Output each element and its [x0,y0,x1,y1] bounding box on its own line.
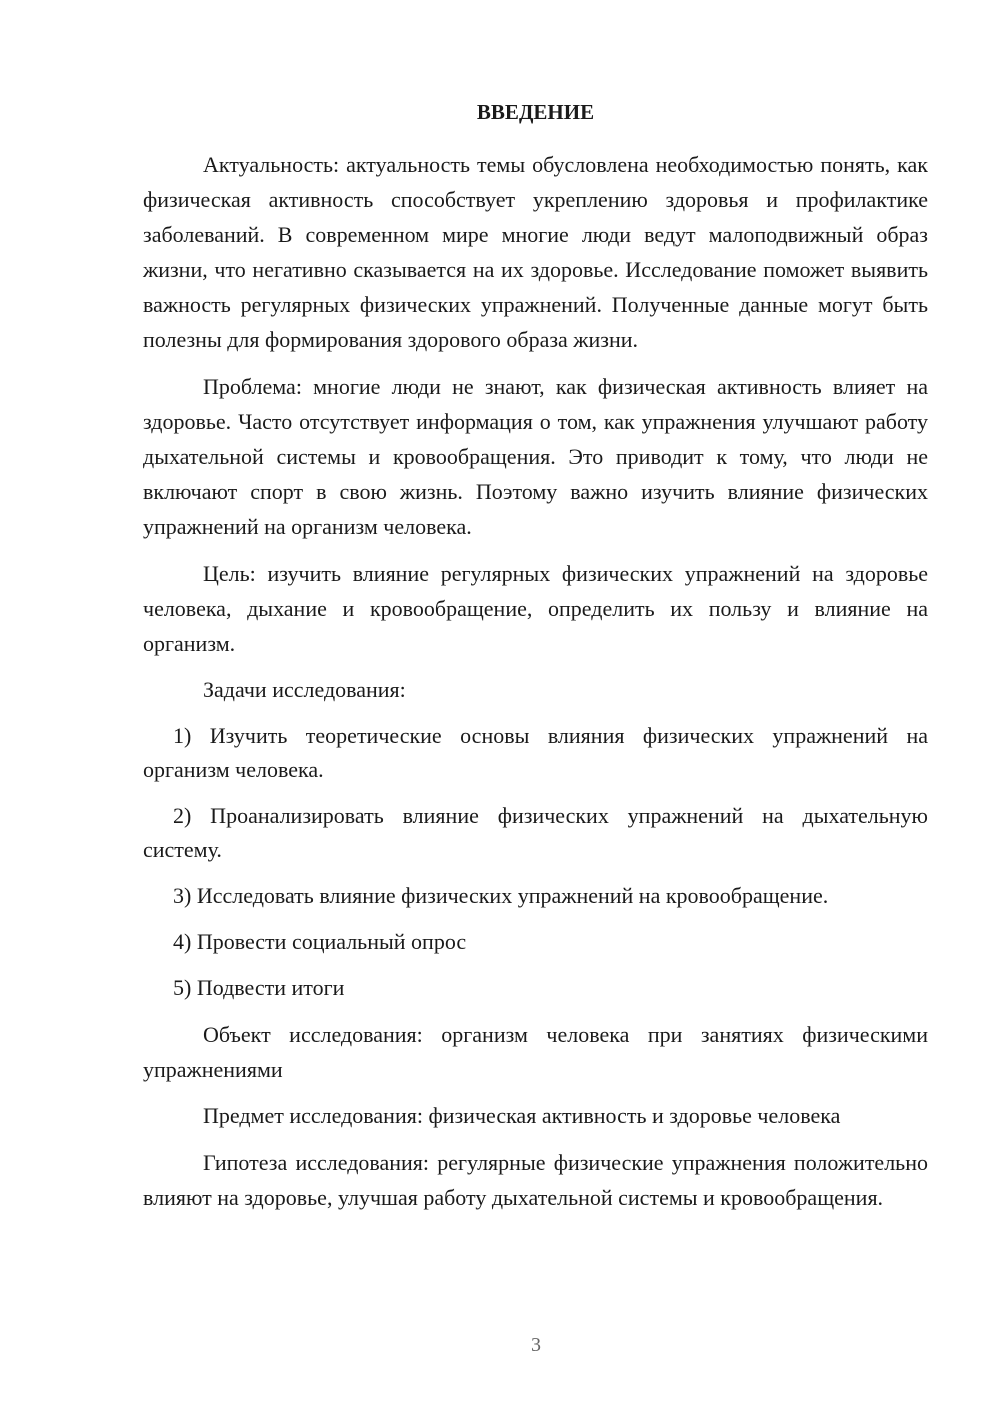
paragraph-problem: Проблема: многие люди не знают, как физическая активность влияет на здоровье. Часто отсутствует информация о том, как упражнения улучшают работу дыхательной системы и кровообращения. Это приводит к тому, что люди не включают спорт в свою жизнь. Поэтому важно изучить влияние физических упражнений на организм человека. [143,374,928,539]
paragraph-object: Объект исследования: организм человека при занятиях физическими упражнениями [143,1022,928,1082]
task-item-1: 1) Изучить теоретические основы влияния физических упражнений на организм человека. [143,723,928,782]
task-item-2: 2) Проанализировать влияние физических упражнений на дыхательную систему. [143,803,928,862]
task-item-5: 5) Подвести итоги [173,975,345,1000]
page-number: 3 [531,1334,541,1356]
task-item-4: 4) Провести социальный опрос [173,929,467,954]
task-item-3: 3) Исследовать влияние физических упражнений на кровообращение. [173,883,829,908]
paragraph-relevance: Актуальность: актуальность темы обусловлена необходимостью понять, как физическая активность способствует укреплению здоровья и профилактике заболеваний. В современном мире многие люди ведут малоподвижный образ жизни, что негативно сказывается на их здоровье. Исследование поможет выявить важность регулярных физических упражнений. Полученные данные могут быть полезны для формирования здорового образа жизни. [143,152,928,352]
page-title: ВВЕДЕНИЕ [476,100,595,124]
paragraph-subject: Предмет исследования: физическая активность и здоровье человека [203,1103,841,1128]
paragraph-goal: Цель: изучить влияние регулярных физических упражнений на здоровье человека, дыхание и кровообращение, определить их пользу и влияние на организм. [143,561,928,656]
page-content [143,97,928,1227]
paragraph-hypothesis: Гипотеза исследования: регулярные физические упражнения положительно влияют на здоровье, улучшая работу дыхательной системы и кровообращения. [143,1150,928,1210]
tasks-heading: Задачи исследования: [203,677,406,702]
